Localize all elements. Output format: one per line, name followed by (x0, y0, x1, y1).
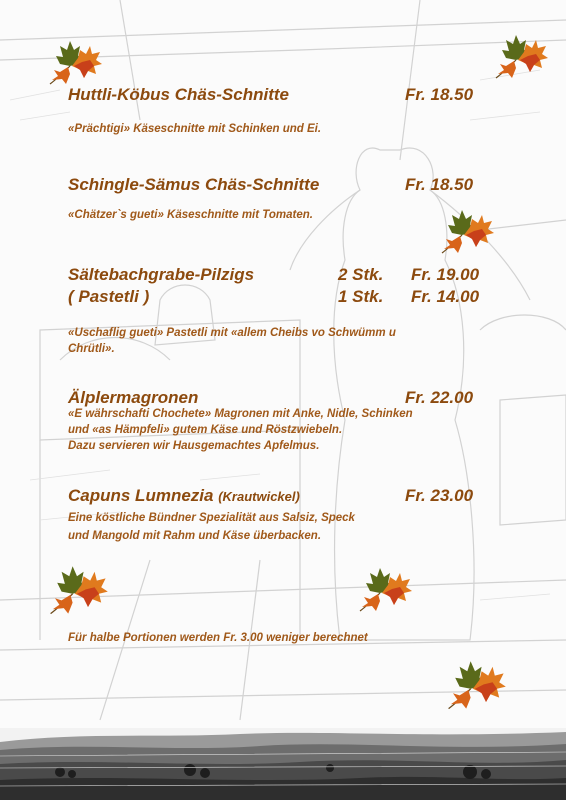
dish-title: Sältebachgrabe-Pilzigs (68, 265, 255, 284)
dish-price: Fr. 22.00 (405, 388, 474, 407)
dish-title: Älplermagronen (68, 388, 199, 407)
maple-leaf-icon (354, 565, 414, 615)
dish-description: und «as Hämpfeli» gutem Käse und Röstzwiebeln. (68, 424, 343, 436)
maple-leaf-icon (490, 32, 550, 82)
maple-leaf-icon (44, 38, 104, 88)
footer-note: Für halbe Portionen werden Fr. 3.00 weniger berechnet (68, 632, 368, 644)
dish-description: und Mangold mit Rahm und Käse überbacken. (68, 530, 322, 542)
dish-description: Chrütli». (68, 343, 115, 355)
dish-description: «Prächtigi» Käseschnitte mit Schinken und Ei. (68, 123, 322, 135)
dish-quantity: 2 Stk. (338, 265, 384, 284)
dish-title: Huttli-Köbus Chäs-Schnitte (68, 85, 289, 104)
dish-description: «E währschafti Chochete» Magronen mit Anke, Nidle, Schinken (68, 408, 413, 420)
dish-title-sub: ( Pastetli ) (68, 287, 150, 306)
dish-price: Fr. 18.50 (405, 175, 474, 194)
dish-description: «Uschaflig gueti» Pastetli mit «allem Cheibs vo Schwümm u (68, 327, 396, 339)
maple-leaf-icon (436, 207, 496, 257)
dish-title (68, 486, 300, 506)
dish-quantity: 1 Stk. (338, 287, 384, 306)
dish-price: Fr. 18.50 (405, 85, 474, 104)
dish-description: «Chätzer`s gueti» Käseschnitte mit Tomaten. (68, 209, 313, 221)
dish-price: Fr. 23.00 (405, 486, 474, 505)
dish-title: Schingle-Sämus Chäs-Schnitte (68, 175, 320, 194)
dish-price: Fr. 19.00 (411, 265, 480, 284)
dish-subtitle: (Krautwickel) (218, 489, 300, 504)
dish-description: Dazu servieren wir Hausgemachtes Apfelmus. (68, 440, 320, 452)
dish-description: Eine köstliche Bündner Spezialität aus Salsiz, Speck (68, 512, 355, 524)
maple-leaf-icon (442, 658, 508, 713)
dish-price: Fr. 14.00 (411, 287, 480, 306)
maple-leaf-icon (44, 563, 110, 618)
dish-title-text: Capuns Lumnezia (68, 486, 214, 505)
